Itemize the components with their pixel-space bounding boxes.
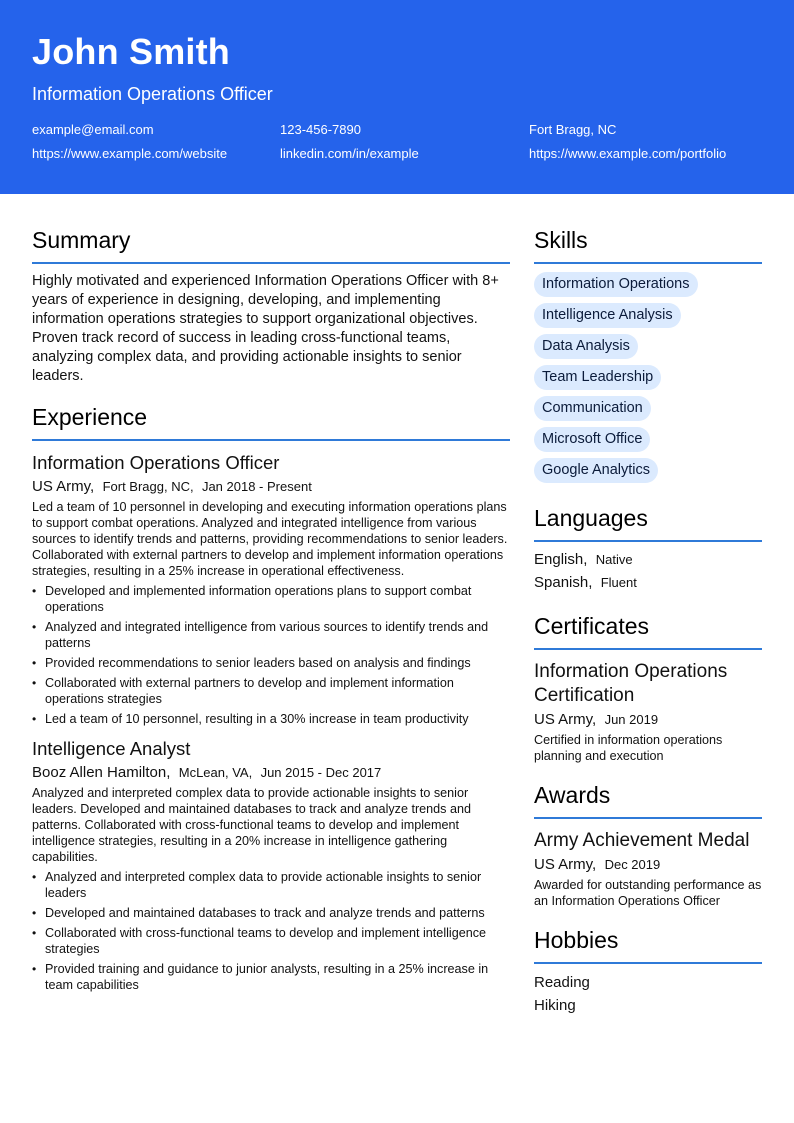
award-date: Dec 2019 (604, 857, 661, 872)
skill-tag: Data Analysis (534, 334, 638, 359)
section-divider (534, 817, 762, 819)
section-divider (32, 262, 510, 264)
certificates-heading: Certificates (534, 613, 650, 639)
award-description: Awarded for outstanding performance as an Information Operations Officer (534, 878, 762, 908)
skill-tag: Intelligence Analysis (534, 303, 681, 328)
summary-text: Highly motivated and experienced Information Operations Officer with 8+ years of experience in designing, developing, and implementing information operations strategies to support organizational objectives. Proven track record of success in leading cross-functional teams, analyzing complex data, and providing actionable insights to senior leaders. (32, 273, 499, 384)
certificate-title: Information Operations Certification (534, 661, 728, 706)
location-text: Fort Bragg, NC (529, 122, 617, 137)
job-location: Fort Bragg, NC, (102, 479, 194, 494)
skills-section (534, 225, 762, 489)
skill-tag: Information Operations (534, 272, 698, 297)
bullet-item: • Developed and maintained databases to track and analyze trends and patterns (32, 905, 510, 921)
job-entry (32, 737, 510, 993)
job-description: Led a team of 10 personnel in developing and executing information operations plans to support combat operations. Analyzed and integrated intelligence from various sources to identify trends and patterns, providing recommendations to senior leaders. Collaborated with external partners to develop and implement information operations strategies, resulting in a 25% increase in operational effectiveness. (32, 500, 508, 578)
portfolio-link[interactable]: https://www.example.com/portfolio (529, 146, 727, 161)
job-dates: Jun 2015 - Dec 2017 (260, 765, 382, 780)
summary-section (32, 225, 510, 386)
bullet-item: • Developed and implemented information operations plans to support combat operations (32, 583, 510, 615)
awards-heading: Awards (534, 782, 611, 808)
award-meta (534, 855, 762, 875)
bullet-item: • Analyzed and integrated intelligence from various sources to identify trends and patterns (32, 619, 510, 651)
job-bullets (32, 869, 510, 993)
language-level: Native (595, 552, 633, 567)
section-divider (534, 648, 762, 650)
job-dates: Jan 2018 - Present (201, 479, 312, 494)
skill-tag: Microsoft Office (534, 427, 650, 452)
skill-tag: Communication (534, 396, 651, 421)
language-level: Fluent (600, 575, 637, 590)
sidebar-column (534, 225, 762, 1017)
job-title: Information Operations Officer (32, 452, 280, 473)
bullet-item: • Led a team of 10 personnel, resulting in a 30% increase in team productivity (32, 711, 510, 727)
skills-heading: Skills (534, 227, 588, 253)
skills-list (534, 272, 762, 489)
certificate-meta (534, 710, 762, 730)
job-bullets (32, 583, 510, 727)
job-location: McLean, VA, (178, 765, 253, 780)
job-entry (32, 451, 510, 727)
language-item (534, 550, 762, 570)
hobby-item: Reading (534, 974, 590, 991)
website-link[interactable]: https://www.example.com/website (32, 146, 228, 161)
main-column (32, 225, 510, 997)
skill-tag: Google Analytics (534, 458, 658, 483)
summary-heading: Summary (32, 227, 131, 253)
award-title: Army Achievement Medal (534, 830, 750, 851)
job-meta (32, 477, 510, 497)
section-divider (32, 439, 510, 441)
skill-tag: Team Leadership (534, 365, 661, 390)
bullet-item: • Analyzed and interpreted complex data to provide actionable insights to senior leaders (32, 869, 510, 901)
bullet-item: • Collaborated with external partners to develop and implement information operations strategies (32, 675, 510, 707)
candidate-title: Information Operations Officer (32, 84, 273, 104)
bullet-item: • Provided training and guidance to junior analysts, resulting in a 25% increase in team capabilities (32, 961, 510, 993)
award-issuer: US Army, (534, 856, 597, 873)
job-company: US Army, (32, 478, 95, 495)
experience-heading: Experience (32, 404, 148, 430)
language-item (534, 573, 762, 593)
email-link[interactable]: example@email.com (32, 122, 154, 137)
hobbies-section (534, 925, 762, 1017)
languages-section (534, 503, 762, 593)
resume-header (0, 0, 794, 194)
language-name: English, (534, 551, 588, 568)
section-divider (534, 962, 762, 964)
hobbies-heading: Hobbies (534, 927, 619, 953)
languages-heading: Languages (534, 505, 648, 531)
language-name: Spanish, (534, 574, 593, 591)
hobby-item: Hiking (534, 997, 576, 1014)
awards-section (534, 780, 762, 909)
candidate-name: John Smith (32, 31, 230, 72)
bullet-item: • Provided recommendations to senior leaders based on analysis and findings (32, 655, 510, 671)
certificates-section (534, 611, 762, 764)
certificate-issuer: US Army, (534, 711, 597, 728)
linkedin-link[interactable]: linkedin.com/in/example (280, 146, 419, 161)
phone-text: 123-456-7890 (280, 122, 361, 137)
job-meta (32, 763, 510, 783)
job-company: Booz Allen Hamilton, (32, 764, 171, 781)
certificate-description: Certified in information operations planning and execution (534, 733, 723, 763)
experience-section (32, 402, 510, 993)
job-title: Intelligence Analyst (32, 738, 191, 759)
section-divider (534, 262, 762, 264)
bullet-item: • Collaborated with cross-functional teams to develop and implement intelligence strategies (32, 925, 510, 957)
certificate-date: Jun 2019 (604, 712, 659, 727)
section-divider (534, 540, 762, 542)
job-description: Analyzed and interpreted complex data to provide actionable insights to senior leaders. Developed and maintained databases to track and analyze trends and patterns. Collaborated with cross-functional teams to develop and implement intelligence strategies, resulting in a 20% increase in intelligence gathering capabilities. (32, 786, 471, 864)
